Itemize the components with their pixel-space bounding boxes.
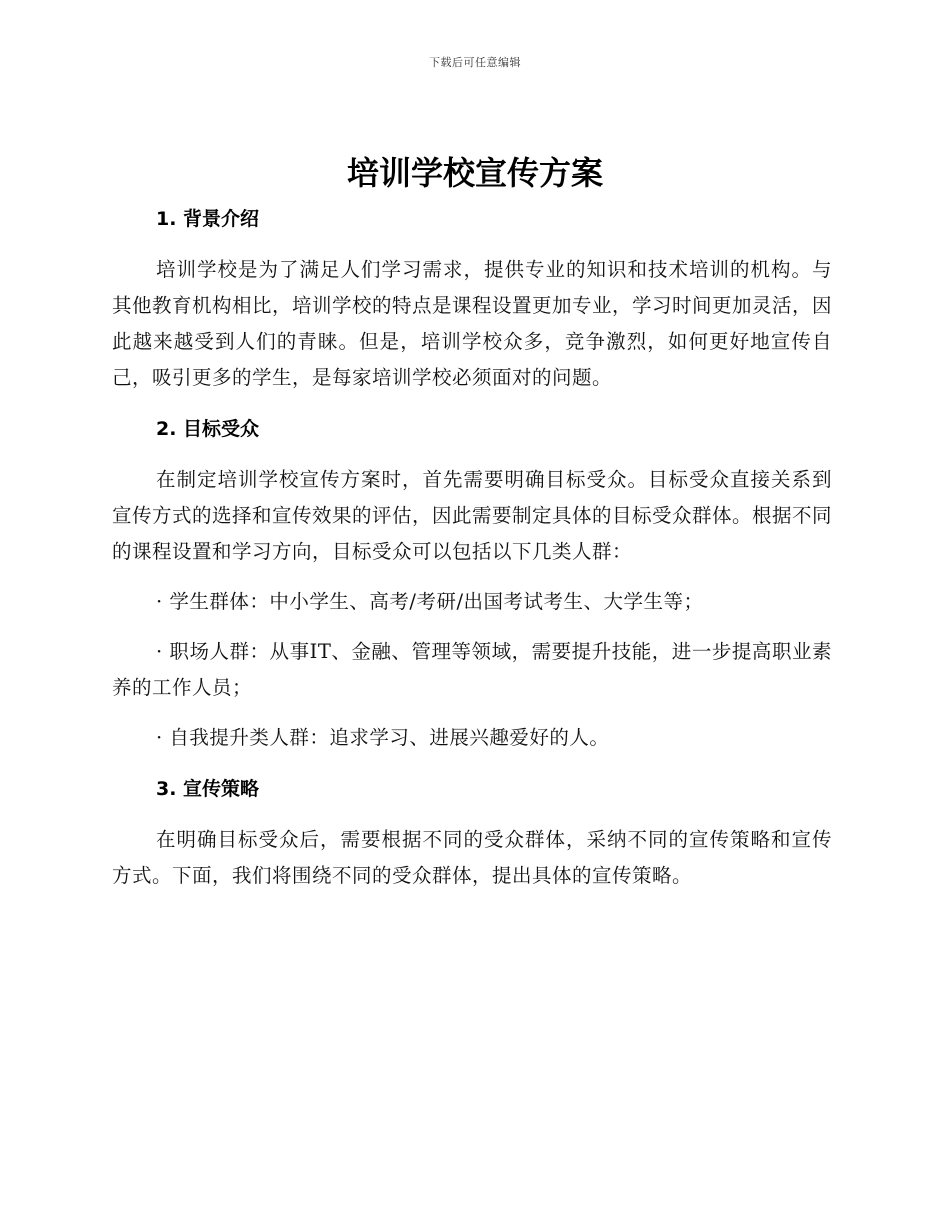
audience-bullet-students: · 学生群体：中小学生、高考/考研/出国考试考生、大学生等； [156, 590, 704, 613]
document-body [112, 200, 832, 908]
section-heading-target-audience: 2. 目标受众 [156, 418, 260, 440]
section-strategy-paragraph: 在明确目标受众后，需要根据不同的受众群体，采纳不同的宣传策略和宣传方式。下面，我们将围绕不同的受众群体，提出具体的宣传策略。 [112, 828, 832, 887]
audience-bullet-self-improvement: · 自我提升类人群：追求学习、进展兴趣爱好的人。 [156, 726, 610, 749]
section-target-audience-paragraph: 在制定培训学校宣传方案时，首先需要明确目标受众。目标受众直接关系到宣传方式的选择和宣传效果的评估，因此需要制定具体的目标受众群体。根据不同的课程设置和学习方向，目标受众可以包括以下几类人群： [112, 468, 833, 563]
header-note: 下载后可任意编辑 [429, 56, 521, 69]
section-heading-strategy: 3. 宣传策略 [156, 778, 260, 800]
audience-bullet-professionals: · 职场人群：从事IT、金融、管理等领域，需要提升技能，进一步提高职业素养的工作人员； [112, 640, 832, 699]
section-heading-background: 1. 背景介绍 [156, 208, 260, 230]
section-background-paragraph: 培训学校是为了满足人们学习需求，提供专业的知识和技术培训的机构。与其他教育机构相比，培训学校的特点是课程设置更加专业，学习时间更加灵活，因此越来越受到人们的青睐。但是，培训学校众多，竞争激烈，如何更好地宣传自己，吸引更多的学生，是每家培训学校必须面对的问题。 [112, 258, 833, 389]
document-title: 培训学校宣传方案 [346, 154, 603, 192]
